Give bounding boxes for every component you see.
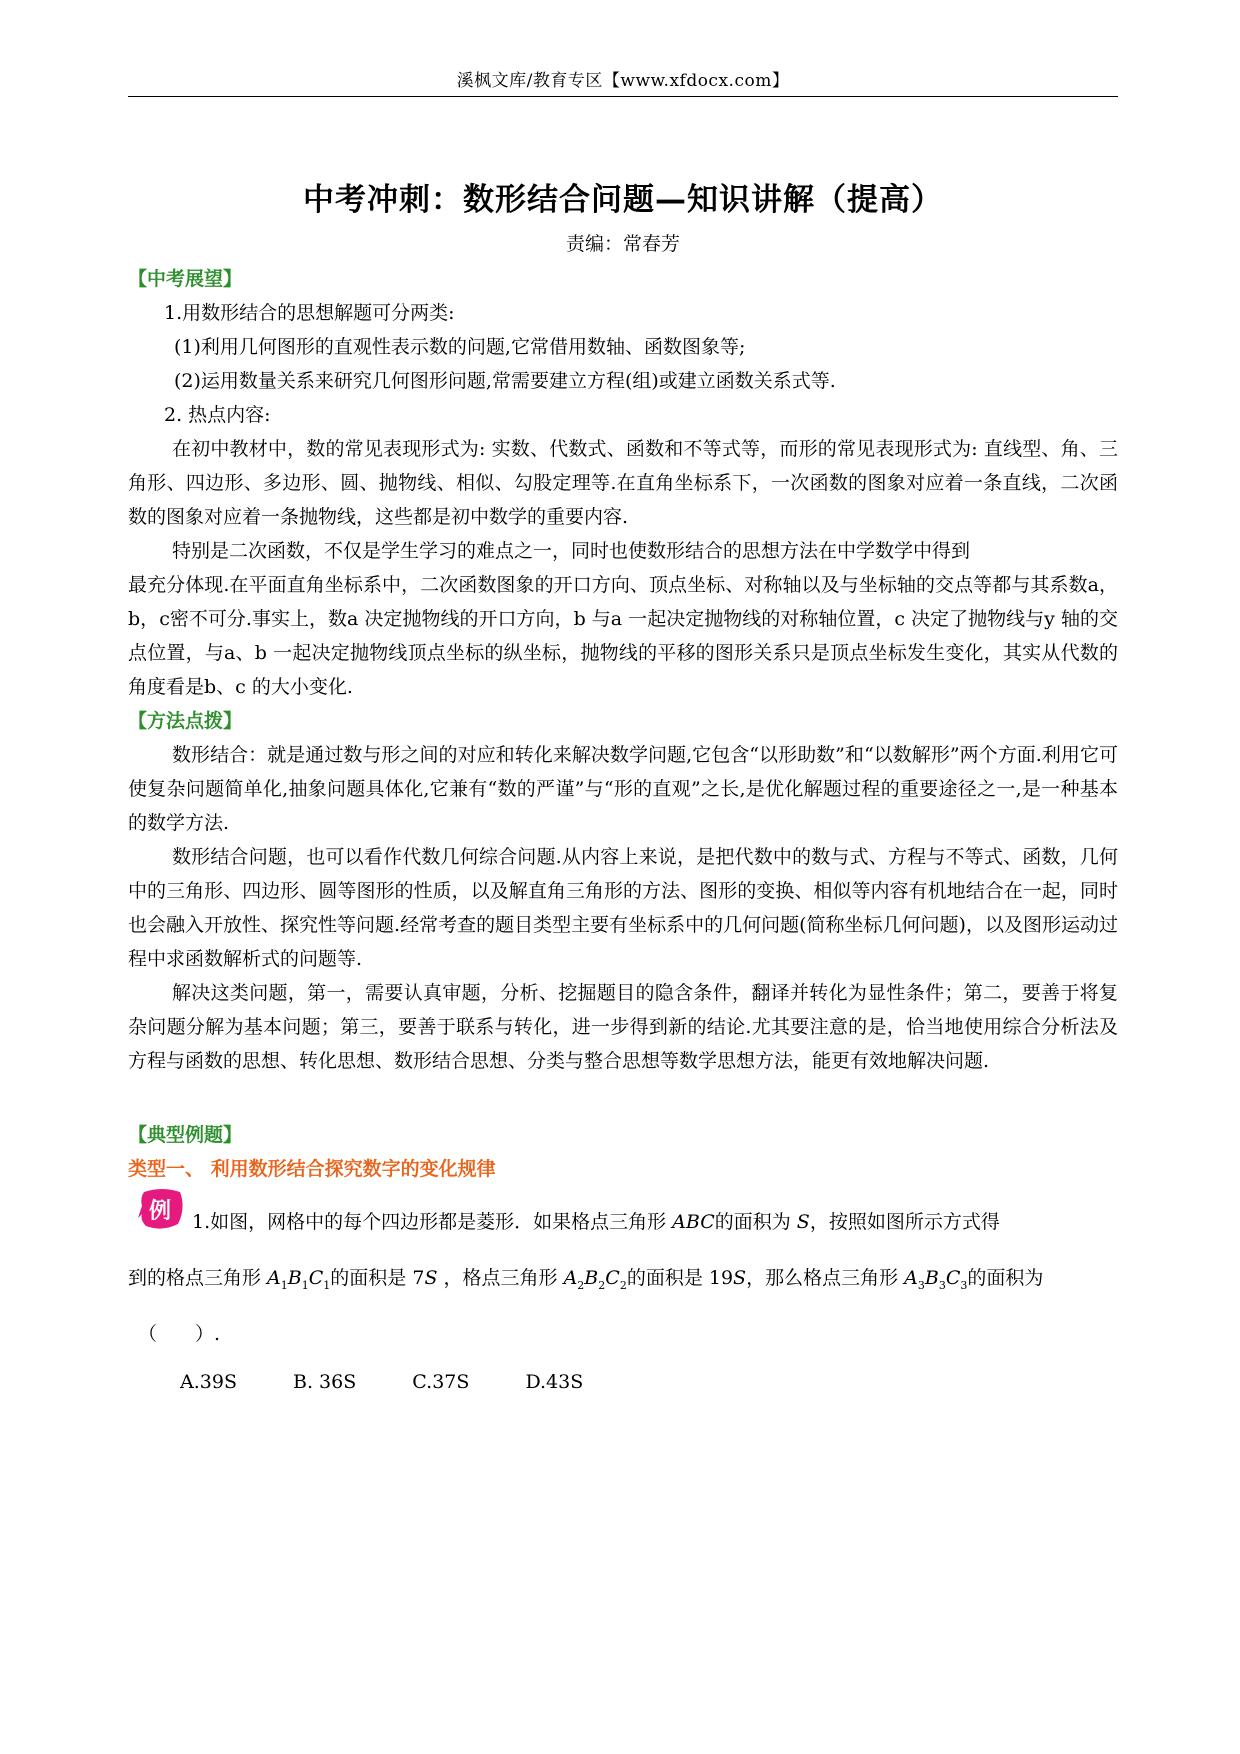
vertex-a: A	[904, 1267, 918, 1289]
option-c: C.37S	[412, 1371, 470, 1393]
outlook-paragraph-2: 最充分体现.在平面直角坐标系中，二次函数图象的开口方向、顶点坐标、对称轴以及与坐标轴的交点等都与其系数a，b，c密不可分.事实上，数a 决定抛物线的开口方向，b 与a 一起决定抛物线的对称轴位置，c 决定了抛物线与y 轴的交点位置，与a、b 一起决定抛物线顶点坐标的纵坐标，抛物线的平移的图形关系只是顶点坐标发生变化，其实从代数的角度看是b、c 的大小变化.	[128, 574, 1118, 698]
option-a: A.39S	[180, 1371, 237, 1393]
subscript: 3	[938, 1278, 946, 1292]
outlook-item-2: 2. 热点内容:	[164, 404, 271, 426]
question-text: 到的格点三角形	[128, 1267, 268, 1289]
question-text: ，那么格点三角形	[746, 1267, 905, 1289]
vertex-c: C	[605, 1267, 620, 1289]
outlook-paragraph-2-line1: 特别是二次函数，不仅是学生学习的难点之一，同时也使数形结合的思想方法在中学数学中得到	[172, 540, 971, 562]
area-symbol: S	[424, 1267, 438, 1289]
type-one-heading: 类型一、 利用数形结合探究数字的变化规律	[128, 1158, 496, 1180]
example-badge-label: 例	[148, 1199, 172, 1224]
section-heading-outlook: 【中考展望】	[128, 268, 243, 290]
vertex-a: A	[563, 1267, 578, 1289]
outlook-item-1b: (2)运用数量关系来研究几何图形问题,常需要建立方程(组)或建立函数关系式等.	[174, 370, 836, 392]
option-b: B. 36S	[293, 1371, 357, 1393]
vertex-c: C	[945, 1267, 961, 1289]
question-1-line-1	[128, 1194, 1118, 1250]
subscript: 3	[960, 1278, 968, 1292]
section-heading-examples: 【典型例题】	[128, 1124, 243, 1146]
subscript: 1	[323, 1278, 331, 1292]
subscript: 1	[280, 1278, 288, 1292]
question-text: 的面积是 7	[330, 1267, 425, 1289]
area-symbol: S	[796, 1211, 810, 1233]
question-1-line-2	[128, 1250, 1118, 1306]
vertex-b: B	[924, 1267, 939, 1289]
document-title: 中考冲刺：数形结合问题—知识讲解（提高）	[303, 182, 943, 218]
answer-blank: （ ）.	[138, 1323, 221, 1345]
question-text: ，按照如图所示方式得	[809, 1211, 1000, 1233]
outlook-item-1a: (1)利用几何图形的直观性表示数的问题,它常借用数轴、函数图象等;	[174, 336, 746, 358]
example-1	[128, 1194, 1118, 1402]
spacer	[128, 1078, 1118, 1118]
option-d: D.43S	[525, 1371, 584, 1393]
question-text: 的面积为	[967, 1267, 1044, 1289]
question-text: 1.如图，网格中的每个四边形都是菱形．如果格点三角形	[192, 1211, 673, 1233]
subscript: 2	[619, 1278, 627, 1292]
area-symbol: S	[733, 1267, 747, 1289]
page-header: 溪枫文库/教育专区【www.xfdocx.com】	[456, 71, 790, 91]
subscript: 1	[301, 1278, 309, 1292]
subscript: 2	[577, 1278, 585, 1292]
question-text: 的面积是 19	[626, 1267, 734, 1289]
triangle-abc: ABC	[672, 1211, 715, 1233]
method-paragraph-2: 数形结合问题，也可以看作代数几何综合问题.从内容上来说，是把代数中的数与式、方程与不等式、函数，几何中的三角形、四边形、圆等图形的性质，以及解直角三角形的方法、图形的变换、相似等内容有机地结合在一起，同时也会融入开放性、探究性等问题.经常考查的题目类型主要有坐标系中的几何问题(简称坐标几何问题)，以及图形运动过程中求函数解析式的问题等.	[128, 846, 1118, 970]
section-heading-method: 【方法点拨】	[128, 710, 243, 732]
question-text: ，格点三角形	[437, 1267, 564, 1289]
editor-credit: 责编：常春芳	[565, 233, 680, 255]
question-text: 的面积为	[714, 1211, 797, 1233]
vertex-b: B	[584, 1267, 599, 1289]
method-paragraph-3: 解决这类问题，第一，需要认真审题，分析、挖掘题目的隐含条件，翻译并转化为显性条件；第二，要善于将复杂问题分解为基本问题；第三，要善于联系与转化，进一步得到新的结论.尤其要注意的是，恰当地使用综合分析法及方程与函数的思想、转化思想、数形结合思想、分类与整合思想等数学思想方法，能更有效地解决问题.	[128, 982, 1118, 1072]
example-badge-icon	[138, 1188, 186, 1234]
vertex-b: B	[287, 1267, 302, 1289]
answer-options	[128, 1362, 1118, 1402]
vertex-a: A	[267, 1267, 281, 1289]
outlook-paragraph-1: 在初中教材中，数的常见表现形式为: 实数、代数式、函数和不等式等，而形的常见表现形式为: 直线型、角、三角形、四边形、多边形、圆、抛物线、相似、勾股定理等.在直角坐标系下，一次函数的图象对应着一条直线，二次函数的图象对应着一条抛物线，这些都是初中数学的重要内容.	[128, 438, 1118, 528]
subscript: 2	[598, 1278, 606, 1292]
document-body	[128, 262, 1118, 1402]
subscript: 3	[917, 1278, 925, 1292]
method-paragraph-1: 数形结合：就是通过数与形之间的对应和转化来解决数学问题,它包含“以形助数”和“以数解形”两个方面.利用它可使复杂问题简单化,抽象问题具体化,它兼有“数的严谨”与“形的直观”之长,是优化解题过程的重要途径之一,是一种基本的数学方法.	[128, 744, 1118, 834]
outlook-item-1: 1.用数形结合的思想解题可分两类:	[164, 302, 455, 324]
vertex-c: C	[308, 1267, 324, 1289]
header-divider	[128, 96, 1118, 97]
